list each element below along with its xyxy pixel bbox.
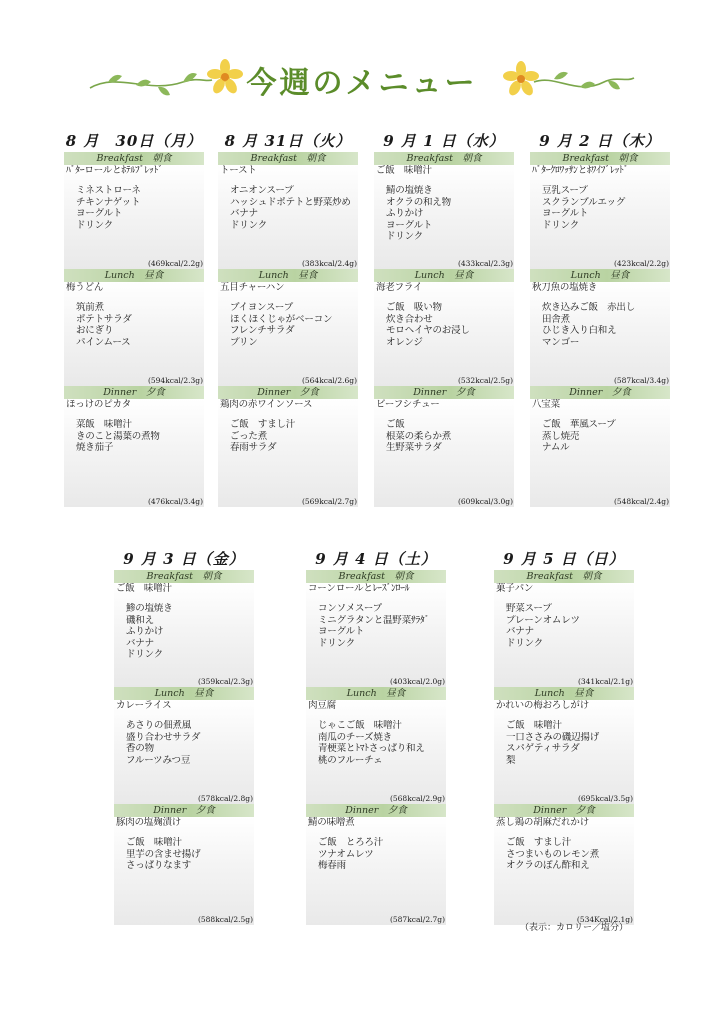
- side-dish: オクラの和え物: [386, 196, 451, 208]
- calorie-info: (578kcal/2.8g): [197, 794, 253, 803]
- main-dish: 菓子パン: [496, 583, 534, 594]
- side-dish: ドリンク: [506, 637, 544, 649]
- side-dish: フレンチサラダ: [230, 325, 295, 336]
- main-dish: ﾊﾞﾀｰｸﾛﾜｯｻﾝとﾎﾜｲﾌﾞﾚｯﾄﾞ: [532, 165, 629, 176]
- calorie-info: (564kcal/2.6g): [301, 376, 357, 385]
- side-dish: オニオンスープ: [230, 185, 294, 196]
- side-dish: あさりの佃煮風: [126, 720, 192, 731]
- lunch-section: [494, 687, 634, 804]
- day-date: 9 月 5 日（日）: [503, 550, 625, 568]
- dinner-label: Dinner 夕食: [494, 804, 634, 817]
- day-date: 8 月 30日（月）: [65, 132, 203, 150]
- lunch-label: Lunch 昼食: [64, 269, 204, 282]
- side-dish: ご飯 吸い物: [386, 302, 442, 313]
- side-dish: ご飯 味噌汁: [506, 720, 562, 731]
- breakfast-section: [64, 152, 204, 269]
- side-dish: おにぎり: [76, 325, 114, 336]
- dinner-section: [306, 804, 446, 925]
- side-dish: ふりかけ: [386, 208, 424, 219]
- side-dish: ほくほくじゃがベーコン: [230, 313, 333, 325]
- lunch-section: [218, 269, 358, 386]
- breakfast-section: [530, 152, 670, 269]
- side-dish: ドリンク: [386, 231, 424, 242]
- lunch-label: Lunch 昼食: [494, 687, 634, 700]
- side-dish: 鯵の塩焼き: [126, 603, 173, 614]
- day-date: 9 月 3 日（金）: [123, 550, 245, 568]
- main-dish: 八宝菜: [532, 399, 560, 410]
- day-column: [494, 548, 634, 925]
- side-dish: 菜飯 味噌汁: [76, 419, 132, 430]
- breakfast-label: Breakfast 朝食: [114, 570, 254, 583]
- calorie-info: (548kcal/2.4g): [613, 497, 669, 506]
- side-dish: マンゴー: [542, 336, 580, 348]
- side-dish: スクランブルエッグ: [542, 196, 626, 208]
- dinner-section: [530, 386, 670, 507]
- dinner-section: [218, 386, 358, 507]
- dinner-label: Dinner 夕食: [64, 386, 204, 399]
- day-column: [218, 130, 358, 507]
- side-dish: 南瓜のチーズ焼き: [318, 731, 392, 743]
- dinner-label: Dinner 夕食: [530, 386, 670, 399]
- calorie-info: (587kcal/2.7g): [389, 915, 445, 924]
- main-dish: トースト: [220, 165, 257, 176]
- day-date: 8 月 31日（火）: [224, 132, 352, 150]
- side-dish: ひじき入り白和え: [542, 325, 617, 336]
- side-dish: バナナ: [126, 637, 154, 649]
- main-dish: 秋刀魚の塩焼き: [532, 282, 598, 293]
- calorie-info: (534Kcal/2.1g): [576, 915, 633, 924]
- side-dish: 鯖の塩焼き: [386, 185, 433, 196]
- breakfast-section: [374, 152, 514, 269]
- day-column: [374, 130, 514, 507]
- lunch-section: [530, 269, 670, 386]
- lunch-label: Lunch 昼食: [218, 269, 358, 282]
- lunch-section: [64, 269, 204, 386]
- breakfast-section: [494, 570, 634, 687]
- side-dish: 焼き茄子: [76, 442, 114, 453]
- breakfast-label: Breakfast 朝食: [530, 152, 670, 165]
- side-dish: 田舎煮: [542, 313, 570, 325]
- day-date: 9 月 2 日（木）: [539, 132, 661, 150]
- calorie-info: (609kcal/3.0g): [457, 497, 513, 506]
- side-dish: さつまいものレモン煮: [506, 848, 600, 860]
- main-dish: 梅うどん: [66, 282, 104, 293]
- side-dish: 豆乳スープ: [542, 185, 588, 196]
- side-dish: 香の物: [126, 743, 154, 754]
- side-dish: ミネストローネ: [76, 185, 141, 196]
- lunch-label: Lunch 昼食: [530, 269, 670, 282]
- side-dish: 磯和え: [126, 614, 154, 626]
- side-dish: バナナ: [506, 626, 534, 637]
- calorie-info: (568kcal/2.9g): [389, 794, 445, 803]
- lunch-label: Lunch 昼食: [374, 269, 514, 282]
- legend-note: （表示：カロリー／塩分）: [520, 923, 629, 933]
- side-dish: ドリンク: [230, 219, 268, 231]
- side-dish: 生野菜サラダ: [386, 442, 442, 453]
- calorie-info: (433kcal/2.3g): [457, 259, 513, 268]
- side-dish: プリン: [230, 336, 258, 348]
- day-column: [114, 548, 254, 925]
- side-dish: ミニグラタンと温野菜ｻﾗﾀﾞ: [318, 614, 430, 626]
- side-dish: 根菜の柔らか煮: [386, 430, 452, 442]
- side-dish: ツナオムレツ: [318, 848, 374, 860]
- side-dish: ドリンク: [318, 637, 356, 649]
- breakfast-label: Breakfast 朝食: [494, 570, 634, 583]
- main-dish: ご飯 味噌汁: [376, 165, 432, 176]
- side-dish: ふりかけ: [126, 626, 164, 637]
- main-dish: ﾊﾞﾀｰロールとﾎﾃﾙﾌﾞﾚｯﾄﾞ: [66, 165, 163, 176]
- side-dish: オクラのぽん酢和え: [506, 860, 590, 871]
- lunch-section: [114, 687, 254, 804]
- side-dish: コンソメスープ: [318, 603, 382, 614]
- side-dish: さっぱりなます: [126, 860, 192, 871]
- side-dish: パインムース: [76, 336, 131, 348]
- side-dish: フルーツみつ豆: [126, 754, 191, 766]
- main-dish: 肉豆腐: [308, 700, 336, 711]
- side-dish: 蒸し焼売: [542, 430, 580, 442]
- calorie-info: (476kcal/3.4g): [147, 497, 203, 506]
- side-dish: ご飯 華風スープ: [542, 419, 616, 430]
- side-dish: ご飯: [386, 419, 405, 430]
- breakfast-section: [306, 570, 446, 687]
- calorie-info: (423kcal/2.2g): [613, 259, 669, 268]
- day-column: [306, 548, 446, 925]
- main-dish: コーンロールとﾚｰｽﾞﾝﾛｰﾙ: [308, 583, 410, 594]
- calorie-info: (532kcal/2.5g): [457, 376, 513, 385]
- side-dish: 一口ささみの磯辺揚げ: [506, 731, 600, 743]
- lunch-section: [306, 687, 446, 804]
- breakfast-label: Breakfast 朝食: [64, 152, 204, 165]
- breakfast-section: [114, 570, 254, 687]
- dinner-label: Dinner 夕食: [306, 804, 446, 817]
- side-dish: ドリンク: [76, 219, 114, 231]
- side-dish: 桃のフルーチェ: [318, 754, 383, 766]
- dinner-section: [494, 804, 634, 925]
- lunch-label: Lunch 昼食: [306, 687, 446, 700]
- calorie-info: (469kcal/2.2g): [147, 259, 203, 268]
- dinner-section: [64, 386, 204, 507]
- main-dish: 五目チャーハン: [220, 282, 285, 293]
- side-dish: ご飯 すまし汁: [230, 419, 296, 430]
- side-dish: ご飯 すまし汁: [506, 837, 572, 848]
- page-title: 今週のメニュー: [246, 66, 478, 101]
- side-dish: 里芋の含ませ揚げ: [126, 848, 201, 860]
- main-dish: カレーライス: [116, 700, 172, 711]
- day-column: [530, 130, 670, 507]
- side-dish: じゃこご飯 味噌汁: [318, 720, 402, 731]
- side-dish: ドリンク: [542, 219, 580, 231]
- side-dish: ナムル: [542, 442, 570, 453]
- breakfast-label: Breakfast 朝食: [374, 152, 514, 165]
- side-dish: 青梗菜とﾄﾏﾄさっぱり和え: [318, 743, 425, 754]
- dinner-section: [114, 804, 254, 925]
- main-dish: 鶏肉の赤ワインソース: [220, 399, 313, 410]
- side-dish: 炊き合わせ: [386, 313, 433, 325]
- calorie-info: (383kcal/2.4g): [301, 259, 357, 268]
- lunch-label: Lunch 昼食: [114, 687, 254, 700]
- side-dish: ハッシュドポテトと野菜炒め: [230, 196, 351, 208]
- side-dish: 梨: [506, 754, 516, 766]
- calorie-info: (695kcal/3.5g): [577, 794, 633, 803]
- day-column: [64, 130, 204, 507]
- dinner-section: [374, 386, 514, 507]
- calorie-info: (587kcal/3.4g): [613, 376, 669, 385]
- side-dish: ブイヨンスープ: [230, 302, 294, 313]
- calorie-info: (588kcal/2.5g): [197, 915, 253, 924]
- calorie-info: (359kcal/2.3g): [197, 677, 253, 686]
- main-dish: 海老フライ: [376, 282, 423, 293]
- dinner-label: Dinner 夕食: [374, 386, 514, 399]
- side-dish: ヨーグルト: [318, 626, 365, 637]
- side-dish: オレンジ: [386, 336, 423, 348]
- breakfast-section: [218, 152, 358, 269]
- main-dish: 豚肉の塩麹漬け: [116, 817, 182, 828]
- main-dish: かれいの梅おろしがけ: [496, 700, 590, 711]
- side-dish: きのこと湯葉の煮物: [76, 430, 160, 442]
- side-dish: 炊き込みご飯 赤出し: [542, 302, 636, 313]
- main-dish: 蒸し鶏の胡麻だれかけ: [496, 817, 590, 828]
- side-dish: ヨーグルト: [386, 219, 433, 231]
- main-dish: 鯖の味噌煮: [308, 817, 355, 828]
- side-dish: バナナ: [230, 208, 258, 219]
- side-dish: チキンナゲット: [76, 196, 141, 208]
- calorie-info: (403kcal/2.0g): [389, 677, 445, 686]
- side-dish: ヨーグルト: [76, 208, 123, 219]
- side-dish: ごった煮: [230, 430, 268, 442]
- side-dish: 梅春雨: [318, 860, 346, 871]
- lunch-section: [374, 269, 514, 386]
- dinner-label: Dinner 夕食: [218, 386, 358, 399]
- dinner-label: Dinner 夕食: [114, 804, 254, 817]
- side-dish: 春雨サラダ: [230, 442, 277, 453]
- side-dish: スパゲティサラダ: [506, 743, 580, 754]
- side-dish: 盛り合わせサラダ: [126, 731, 201, 743]
- main-dish: ご飯 味噌汁: [116, 583, 172, 594]
- side-dish: ポテトサラダ: [76, 313, 132, 325]
- side-dish: ご飯 味噌汁: [126, 837, 182, 848]
- day-date: 9 月 1 日（水）: [383, 132, 505, 150]
- breakfast-label: Breakfast 朝食: [218, 152, 358, 165]
- day-date: 9 月 4 日（土）: [315, 550, 437, 568]
- breakfast-label: Breakfast 朝食: [306, 570, 446, 583]
- main-dish: ほっけのピカタ: [66, 399, 132, 410]
- side-dish: 筑前煮: [76, 302, 104, 313]
- side-dish: 野菜スープ: [506, 603, 552, 614]
- main-dish: ビーフシチュー: [376, 399, 440, 410]
- calorie-info: (594kcal/2.3g): [147, 376, 203, 385]
- calorie-info: (569kcal/2.7g): [301, 497, 357, 506]
- side-dish: ヨーグルト: [542, 208, 589, 219]
- calorie-info: (341kcal/2.1g): [577, 677, 633, 686]
- side-dish: プレーンオムレツ: [506, 614, 580, 626]
- side-dish: ドリンク: [126, 649, 164, 660]
- side-dish: ご飯 とろろ汁: [318, 837, 384, 848]
- side-dish: モロヘイヤのお浸し: [386, 325, 470, 336]
